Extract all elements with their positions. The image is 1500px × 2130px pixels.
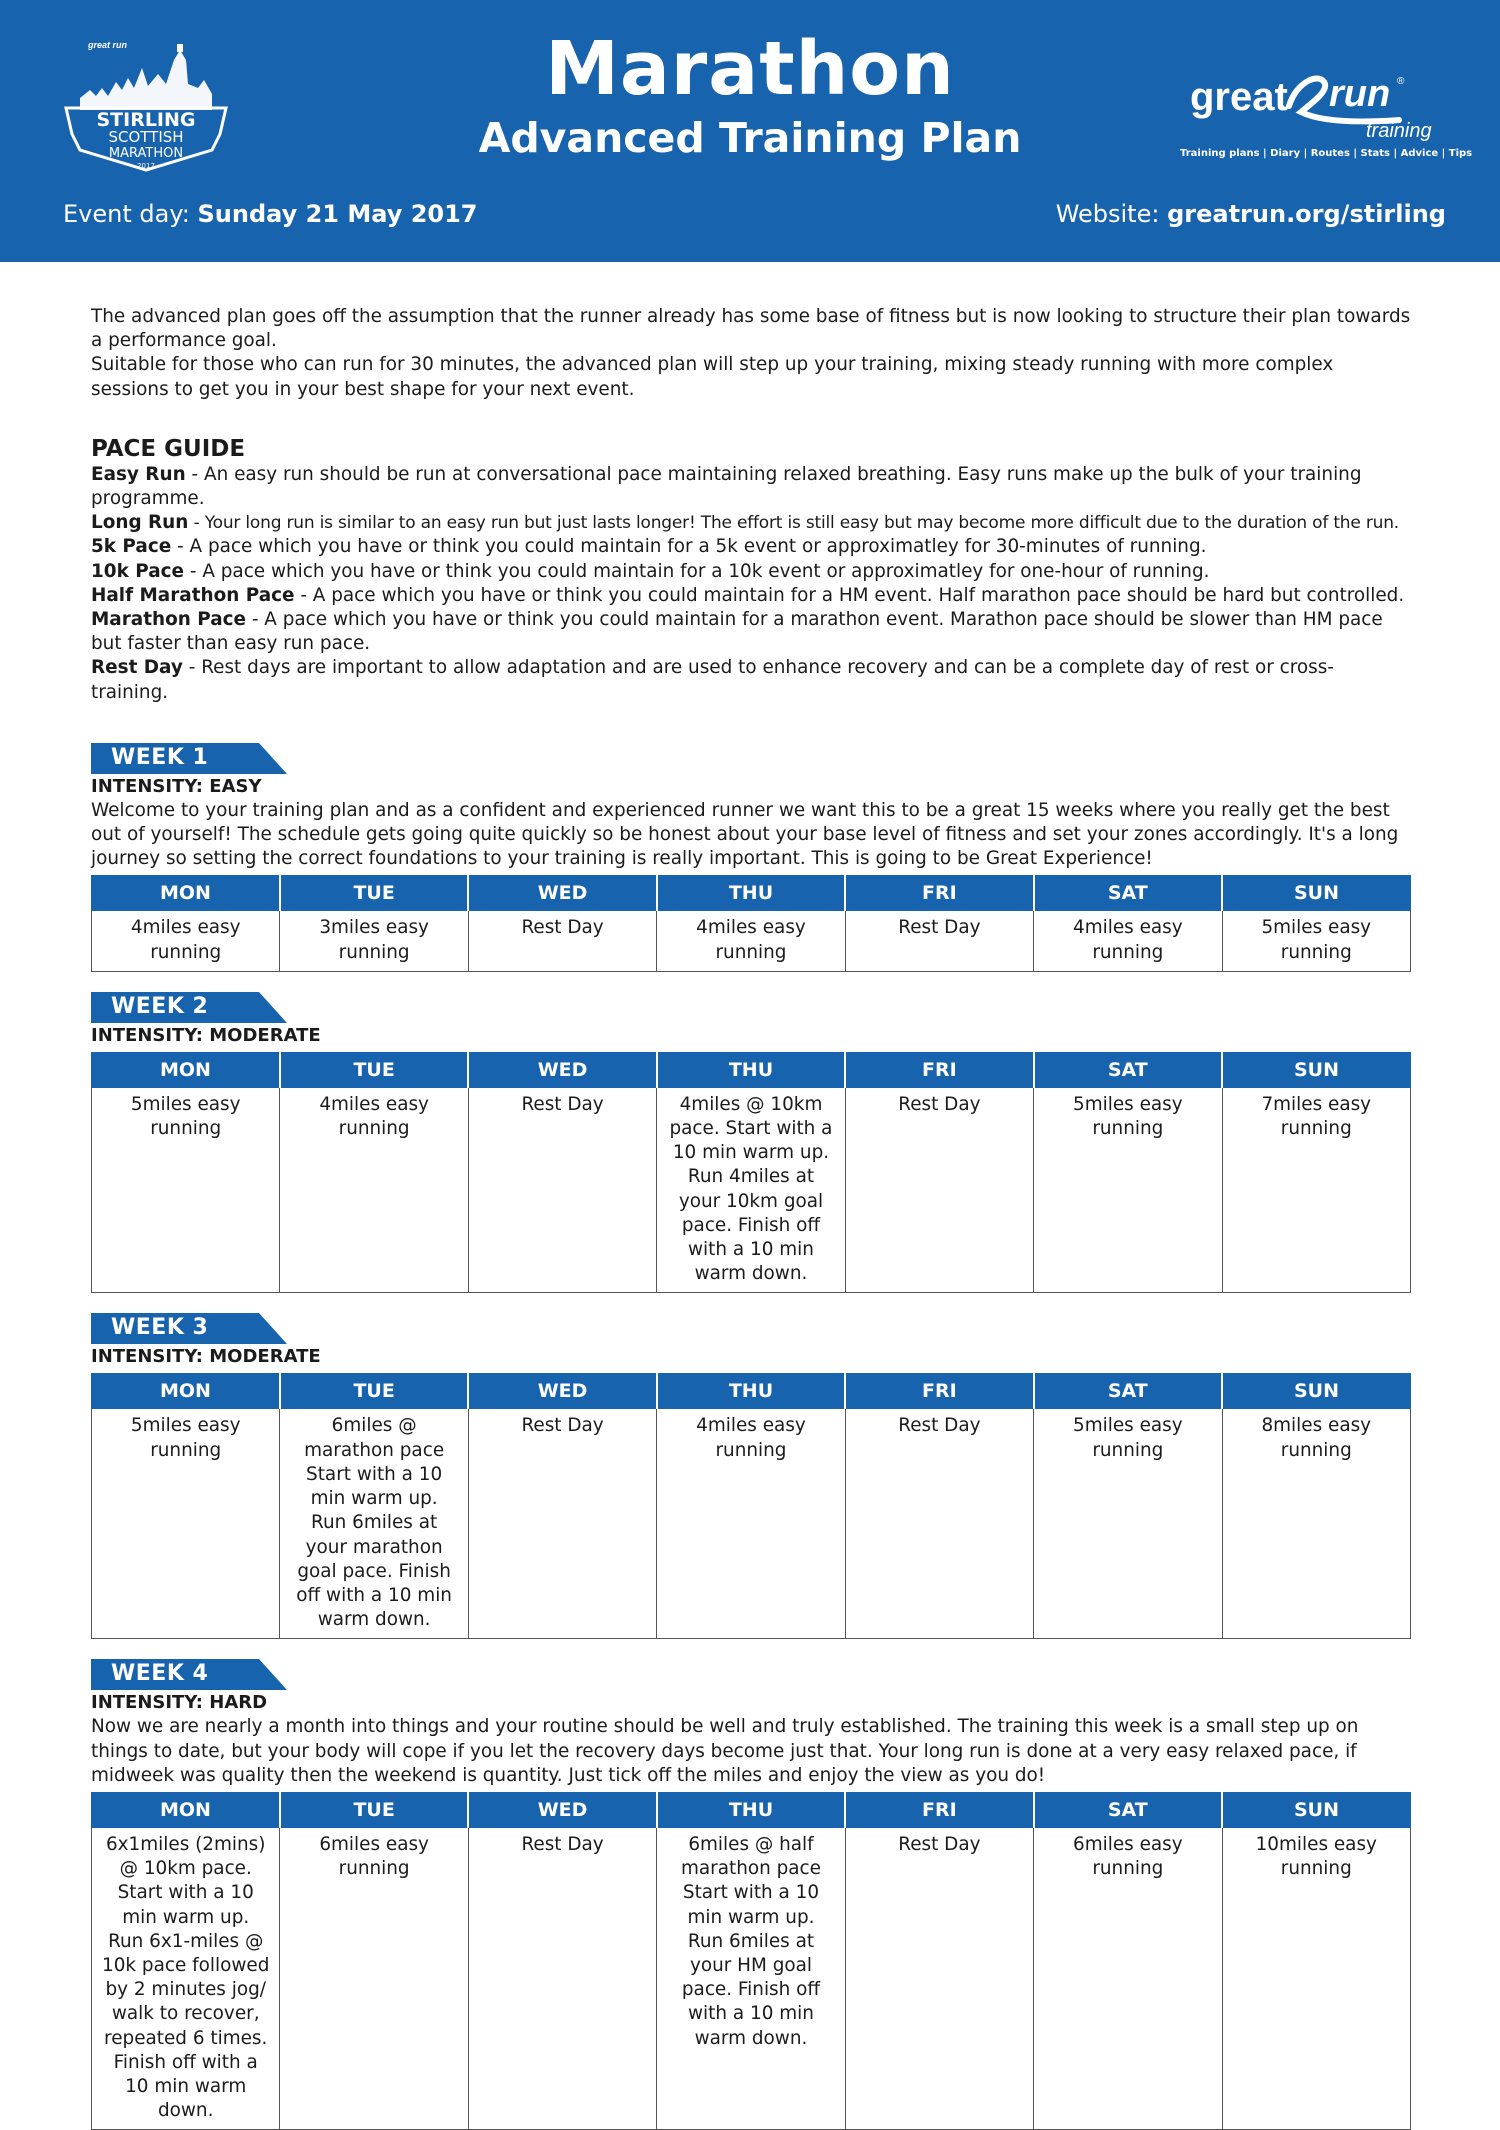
day-header: FRI (845, 1052, 1033, 1087)
day-header: SAT (1034, 1792, 1222, 1827)
logo-registered: ® (1397, 76, 1405, 87)
session-cell: 4miles @ 10km pace. Start with a 10 min warm up. Run 4miles at your 10km goal pace. Finish off with a 10 min warm down. (657, 1087, 845, 1293)
pace-term: Marathon Pace (91, 609, 246, 631)
day-header: THU (657, 876, 845, 911)
pace-text: - An easy run should be run at conversational pace maintaining relaxed breathing. Easy runs make up the bulk of your training programme. (91, 463, 1362, 510)
pace-term: 10k Pace (91, 560, 184, 582)
day-header: SAT (1034, 1374, 1222, 1409)
schedule-header-row (92, 1792, 1411, 1827)
website-label: Website: (1055, 200, 1160, 228)
session-cell: 6miles easy running (1034, 1827, 1222, 2129)
schedule-row (92, 1087, 1411, 1293)
page-title: Marathon (545, 26, 955, 112)
day-header: SUN (1222, 1052, 1410, 1087)
week-1 (91, 743, 1411, 972)
logo-great: great (1190, 75, 1288, 119)
logo-run: run (1329, 73, 1391, 115)
day-header: THU (657, 1374, 845, 1409)
pace-guide (91, 463, 1411, 705)
logo-training: training (1366, 120, 1432, 142)
pace-item (91, 608, 1411, 656)
schedule-row (92, 1409, 1411, 1639)
schedule-table (91, 1792, 1411, 2130)
week-label: WEEK 1 (111, 744, 209, 770)
week-description: Now we are nearly a month into things and your routine should be well and truly established. The training this week is a small step up on things to date, but your body will cope if you let the recovery days become just that. Your long run is done at a very easy relaxed pace, if midweek was quality then the weekend is quantity. Just tick off the miles and enjoy the view as you do! (91, 1716, 1359, 1786)
pace-item (91, 584, 1411, 608)
day-header: FRI (845, 1374, 1033, 1409)
session-cell: 4miles easy running (92, 911, 280, 971)
schedule-table (91, 875, 1411, 971)
session-cell: 5miles easy running (1034, 1087, 1222, 1293)
session-cell: Rest Day (468, 1409, 656, 1639)
session-cell: 3miles easy running (280, 911, 468, 971)
week-intensity: INTENSITY: HARD (91, 1692, 268, 1714)
session-cell: Rest Day (468, 1087, 656, 1293)
main-content (91, 305, 1411, 2130)
pace-item (91, 535, 1411, 559)
session-cell: 6x1miles (2mins) @ 10km pace. Start with a 10 min warm up. Run 6x1-miles @ 10k pace followed by 2 minutes jog/ walk to recover, repeated 6 times. Finish off with a 10 min warm down. (92, 1827, 280, 2129)
session-cell: 4miles easy running (280, 1087, 468, 1293)
event-day (63, 200, 478, 228)
pace-item (91, 656, 1411, 704)
day-header: SAT (1034, 876, 1222, 911)
session-cell: 6miles easy running (280, 1827, 468, 2129)
session-cell: 5miles easy running (92, 1409, 280, 1639)
day-header: WED (468, 1792, 656, 1827)
week-3 (91, 1313, 1411, 1639)
week-tab (91, 1313, 287, 1344)
session-cell: 5miles easy running (1034, 1409, 1222, 1639)
session-cell: 6miles @ half marathon pace Start with a 10 min warm up. Run 6miles at your HM goal pace. Finish off with a 10 min warm down. (657, 1827, 845, 2129)
week-2 (91, 992, 1411, 1294)
day-header: SUN (1222, 1374, 1410, 1409)
schedule-row (92, 911, 1411, 971)
session-cell: 10miles easy running (1222, 1827, 1410, 2129)
day-header: MON (92, 1052, 280, 1087)
week-tab (91, 1659, 287, 1690)
day-header: SAT (1034, 1052, 1222, 1087)
schedule-table (91, 1052, 1411, 1294)
pace-text: - Rest days are important to allow adaptation and are used to enhance recovery and can be a complete day of rest or cross-training. (91, 657, 1334, 703)
session-cell: 4miles easy running (657, 1409, 845, 1639)
session-cell: 4miles easy running (1034, 911, 1222, 971)
day-header: WED (468, 1052, 656, 1087)
pace-term: Rest Day (91, 657, 183, 679)
session-cell: 6miles @ marathon pace Start with a 10 min warm up. Run 6miles at your marathon goal pace. Finish off with a 10 min warm down. (280, 1409, 468, 1639)
pace-term: Half Marathon Pace (91, 584, 295, 606)
session-cell: 5miles easy running (92, 1087, 280, 1293)
session-cell: Rest Day (468, 911, 656, 971)
schedule-header-row (92, 1052, 1411, 1087)
session-cell: Rest Day (845, 1409, 1033, 1639)
logo-line1: STIRLING (96, 109, 196, 131)
session-cell: 7miles easy running (1222, 1087, 1410, 1293)
pace-guide-title: PACE GUIDE (91, 435, 246, 462)
pace-term: Long Run (91, 512, 189, 534)
day-header: SUN (1222, 1792, 1410, 1827)
week-label: WEEK 4 (111, 1661, 209, 1687)
week-label: WEEK 2 (111, 993, 209, 1019)
page-subtitle: Advanced Training Plan (478, 114, 1022, 162)
session-cell: 5miles easy running (1222, 911, 1410, 971)
week-intensity: INTENSITY: EASY (91, 775, 262, 797)
pace-text: - A pace which you have or think you could maintain for a HM event. Half marathon pace should be hard but controlled. (294, 584, 1405, 606)
week-description: Welcome to your training plan and as a confident and experienced runner we want this to be a great 15 weeks where you really get the best out of yourself! The schedule gets going quite quickly so be honest about your base level of fitness and set your zones accordingly. It's a long journey so setting the correct foundations to your training is really important. This is going to be Great Experience! (91, 799, 1399, 870)
event-label: Event day: (63, 200, 190, 228)
day-header: TUE (280, 876, 468, 911)
day-header: MON (92, 876, 280, 911)
logo-year: 2017 (137, 162, 155, 170)
pace-item (91, 560, 1411, 584)
logo-brand: great run (88, 40, 128, 50)
session-cell: Rest Day (845, 1827, 1033, 2129)
week-label: WEEK 3 (111, 1315, 209, 1341)
day-header: FRI (845, 876, 1033, 911)
day-header: WED (468, 1374, 656, 1409)
schedule-row (92, 1827, 1411, 2129)
header-banner (0, 0, 1500, 262)
day-header: MON (92, 1374, 280, 1409)
pace-term: 5k Pace (91, 536, 172, 558)
pace-item (91, 463, 1411, 511)
day-header: TUE (280, 1052, 468, 1087)
day-header: MON (92, 1792, 280, 1827)
session-cell: 8miles easy running (1222, 1409, 1410, 1639)
day-header: THU (657, 1052, 845, 1087)
day-header: WED (468, 876, 656, 911)
day-header: THU (657, 1792, 845, 1827)
event-date: Sunday 21 May 2017 (197, 200, 478, 228)
logo-line2: SCOTTISH (108, 128, 184, 146)
logo-tagline: Training plans | Diary | Routes | Stats | Advice | Tips (1180, 148, 1473, 159)
week-tab (91, 992, 287, 1023)
pace-text: - Your long run is similar to an easy run but just lasts longer! The effort is still easy but may become more difficult due to the duration of the run. (188, 513, 1399, 534)
day-header: TUE (280, 1374, 468, 1409)
website (1056, 200, 1446, 228)
day-header: TUE (280, 1792, 468, 1827)
intro-paragraph: Suitable for those who can run for 30 minutes, the advanced plan will step up your training, mixing steady running with more complex sessions to get you in your best shape for your next event. (91, 354, 1334, 400)
week-intensity: INTENSITY: MODERATE (91, 1024, 321, 1046)
pace-text: - A pace which you have or think you could maintain for a 5k event or approximatley for 30-minutes of running. (171, 536, 1207, 558)
logo-line3: MARATHON (108, 146, 184, 161)
website-url[interactable]: greatrun.org/stirling (1167, 200, 1446, 228)
session-cell: Rest Day (845, 1087, 1033, 1293)
day-header: SUN (1222, 876, 1410, 911)
pace-term: Easy Run (91, 463, 186, 485)
pace-item (91, 511, 1411, 535)
schedule-header-row (92, 876, 1411, 911)
pace-text: - A pace which you have or think you could maintain for a 10k event or approximatley for one-hour of running. (184, 560, 1210, 582)
pace-text: - A pace which you have or think you could maintain for a marathon event. Marathon pace should be slower than HM pace but faster than easy run pace. (91, 609, 1383, 655)
schedule-table (91, 1373, 1411, 1639)
day-header: FRI (845, 1792, 1033, 1827)
intro (91, 305, 1411, 402)
week-tab (91, 743, 287, 774)
session-cell: 4miles easy running (657, 911, 845, 971)
week-4 (91, 1659, 1411, 2130)
session-cell: Rest Day (468, 1827, 656, 2129)
schedule-header-row (92, 1374, 1411, 1409)
week-intensity: INTENSITY: MODERATE (91, 1346, 321, 1368)
intro-paragraph: The advanced plan goes off the assumption that the runner already has some base of fitness but is now looking to structure their plan towards a performance goal. (91, 306, 1411, 352)
session-cell: Rest Day (845, 911, 1033, 971)
